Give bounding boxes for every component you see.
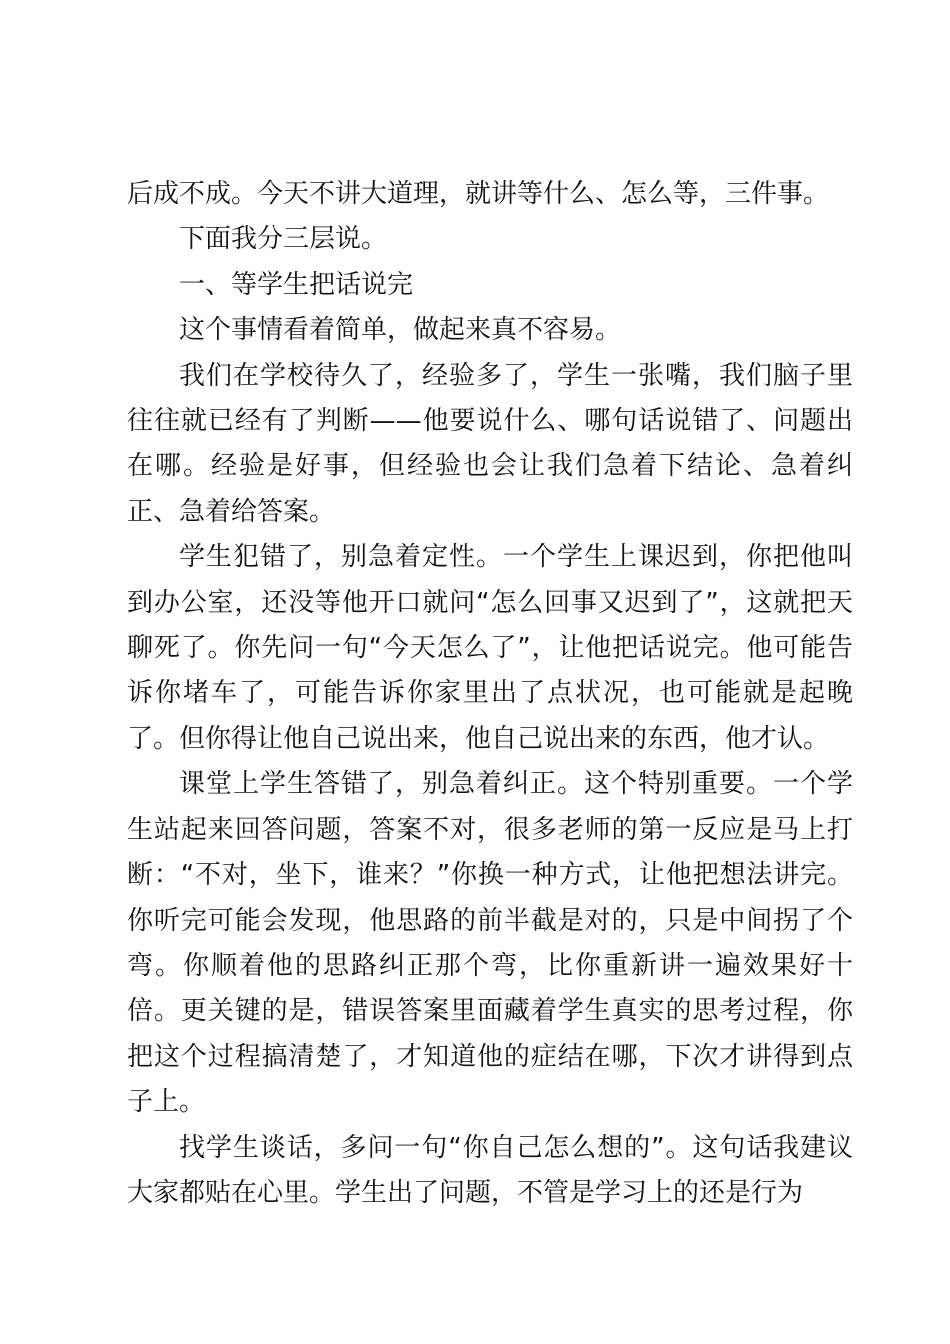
document-body bbox=[127, 172, 853, 1216]
paragraph-continuation: 后成不成。今天不讲大道理，就讲等什么、怎么等，三件事。 bbox=[127, 179, 830, 209]
paragraph-intro: 下面我分三层说。 bbox=[179, 224, 388, 255]
section-heading: 一、等学生把话说完 bbox=[179, 269, 414, 300]
paragraph: 我们在学校待久了，经验多了，学生一张嘴，我们脑子里往往就已经有了判断——他要说什么、哪句话说错了、问题出在哪。经验是好事，但经验也会让我们急着下结论、急着纠正、急着给答案。 bbox=[127, 360, 853, 527]
paragraph: 学生犯错了，别急着定性。一个学生上课迟到，你把他叫到办公室，还没等他开口就问“怎么回事又迟到了”，这就把天聊死了。你先问一句“今天怎么了”，让他把话说完。他可能告诉你堵车了，可能告诉你家里出了点状况，也可能就是起晚了。但你得让他自己说出来，他自己说出来的东西，他才认。 bbox=[127, 542, 853, 754]
paragraph: 找学生谈话，多问一句“你自己怎么想的”。这句话我建议大家都贴在心里。学生出了问题，不管是学习上的还是行为 bbox=[127, 1132, 853, 1208]
paragraph: 课堂上学生答错了，别急着纠正。这个特别重要。一个学生站起来回答问题，答案不对，很多老师的第一反应是马上打断：“不对，坐下，谁来？”你换一种方式，让他把想法讲完。你听完可能会发现，他思路的前半截是对的，只是中间拐了个弯。你顺着他的思路纠正那个弯，比你重新讲一遍效果好十倍。更关键的是，错误答案里面藏着学生真实的思考过程，你把这个过程搞清楚了，才知道他的症结在哪，下次才讲得到点子上。 bbox=[127, 769, 853, 1118]
paragraph: 这个事情看着简单，做起来真不容易。 bbox=[179, 315, 622, 346]
